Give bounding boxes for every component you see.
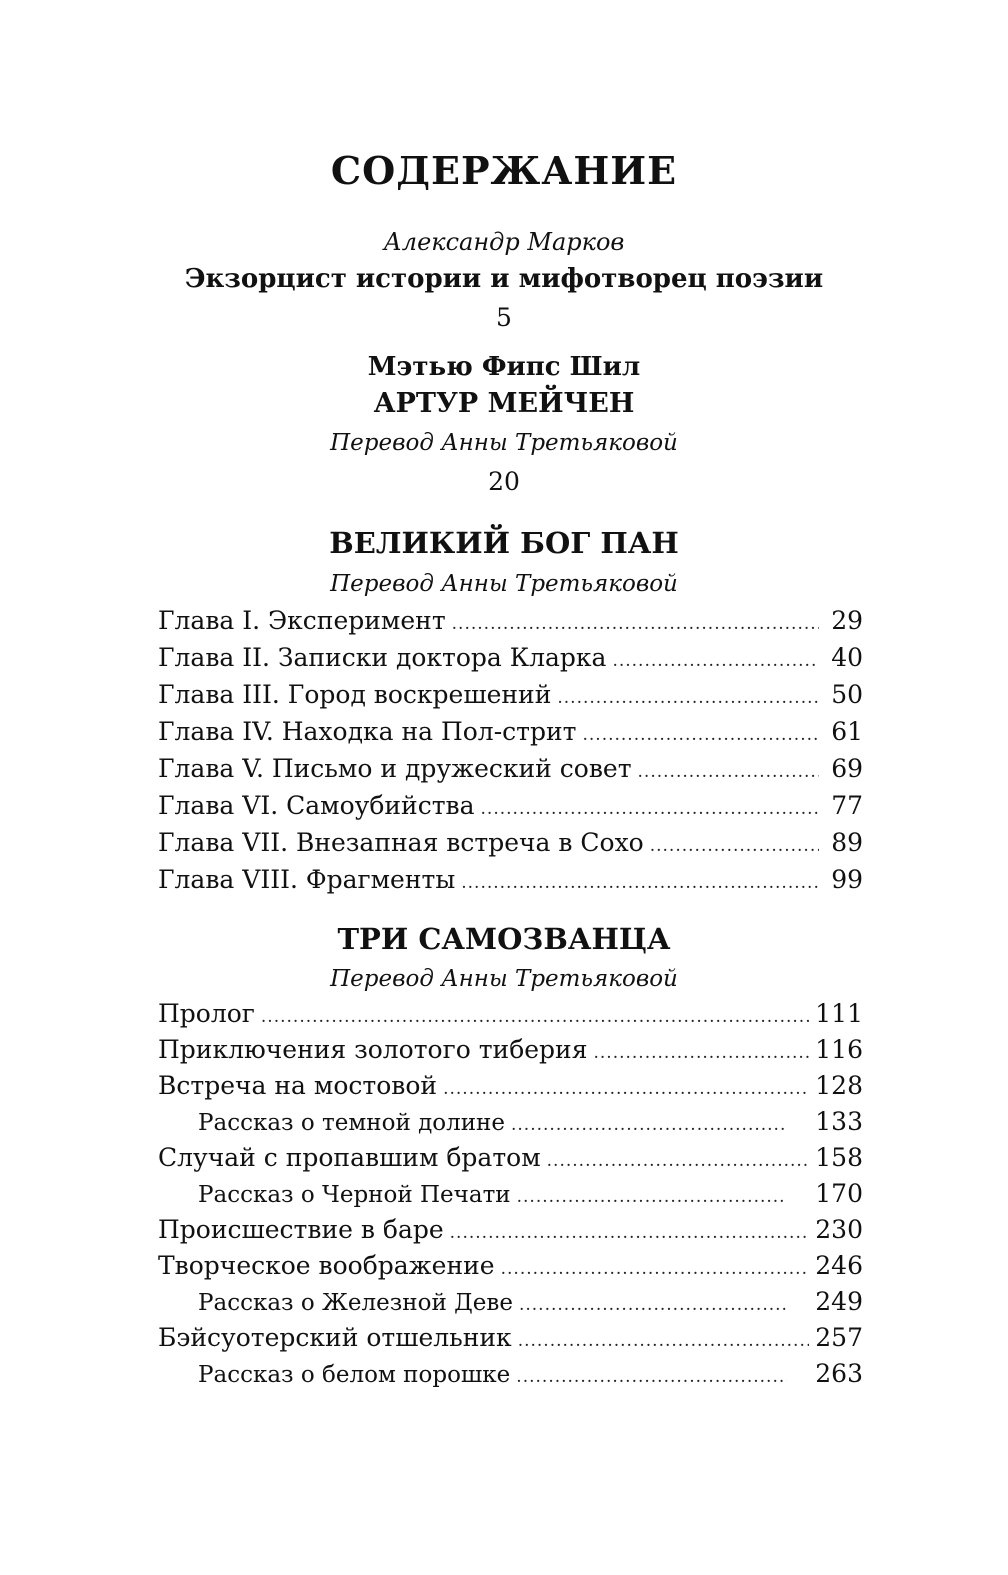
toc-entry-label: Глава II. Записки доктора Кларка [158,643,607,672]
toc-entry-label: Глава III. Город воскрешений [158,680,552,709]
dot-leader [582,717,819,754]
toc-entry-page: 29 [831,606,863,635]
toc-entry-label: Бэйсуотерский отшельник [158,1323,512,1352]
dot-leader [443,1071,809,1107]
dot-leader [481,791,819,828]
toc-entry-label: Приключения золотого тиберия [158,1035,588,1064]
toc-entry-page: 257 [815,1323,863,1352]
section2-translator: Перевод Анны Третьяковой [330,966,678,992]
essay2-page-number: 20 [488,467,520,496]
toc-entry[interactable] [158,1032,863,1068]
toc-entry[interactable] [158,602,863,639]
toc-entry-label: Рассказ о белом порошке [198,1362,511,1388]
intro-page-number: 5 [496,303,512,332]
toc-entry[interactable] [158,676,863,713]
dot-leader [511,1107,787,1143]
essay2-title: АРТУР МЕЙЧЕН [373,388,635,419]
toc-entry-page: 263 [815,1359,863,1388]
toc-entry[interactable] [158,750,863,787]
dot-leader [638,754,819,791]
essay2-author: Мэтью Фипс Шил [367,352,641,382]
toc-entry-label: Рассказ о темной долине [198,1110,505,1136]
dot-leader [518,1323,810,1359]
toc-entry-page: 246 [815,1251,863,1280]
dot-leader [612,643,819,680]
section1-translator: Перевод Анны Третьяковой [330,571,678,597]
toc-entry-page: 89 [831,828,863,857]
toc-entry-label: Глава V. Письмо и дружеский совет [158,754,632,783]
intro-author: Александр Марков [383,228,625,256]
toc-entry-page: 128 [815,1071,863,1100]
toc-subentry[interactable] [158,1176,863,1212]
dot-leader [517,1179,788,1215]
toc-entry-page: 230 [815,1215,863,1244]
toc-entry[interactable] [158,1068,863,1104]
toc-entry-page: 69 [831,754,863,783]
toc-entry-label: Творческое воображение [158,1251,495,1280]
toc-entry[interactable] [158,861,863,898]
toc-subentry[interactable] [158,1104,863,1140]
dot-leader [516,1359,787,1395]
toc-entry[interactable] [158,1320,863,1356]
toc-entry-label: Случай с пропавшим братом [158,1143,541,1172]
toc-entry-label: Рассказ о Железной Деве [198,1290,513,1316]
dot-leader [547,1143,810,1179]
toc-entry-page: 40 [831,643,863,672]
page-title: СОДЕРЖАНИЕ [330,148,678,193]
dot-leader [261,999,809,1035]
toc-subentry[interactable] [158,1356,863,1392]
dot-leader [461,865,819,902]
intro-essay-title: Экзорцист истории и мифотворец поэзии [184,264,824,294]
toc-entry-label: Глава VII. Внезапная встреча в Сохо [158,828,644,857]
toc-entry-label: Глава I. Эксперимент [158,606,446,635]
section1-title: ВЕЛИКИЙ БОГ ПАН [329,526,679,560]
essay2-translator: Перевод Анны Третьяковой [330,430,678,456]
toc-entry[interactable] [158,713,863,750]
dot-leader [501,1251,810,1287]
dot-leader [593,1035,809,1071]
toc-entry-page: 50 [831,680,863,709]
dot-leader [650,828,819,865]
dot-leader [557,680,819,717]
toc-entry[interactable] [158,1140,863,1176]
toc-entry-page: 77 [831,791,863,820]
toc-entry[interactable] [158,787,863,824]
toc-entry-label: Глава VI. Самоубийства [158,791,475,820]
toc-subentry[interactable] [158,1284,863,1320]
dot-leader [519,1287,787,1323]
toc-entry-label: Рассказ о Черной Печати [198,1182,511,1208]
toc-entry[interactable] [158,1248,863,1284]
section2-title: ТРИ САМОЗВАНЦА [337,922,671,956]
toc-entry-label: Пролог [158,999,255,1028]
dot-leader [452,606,819,643]
toc-entry-label: Глава IV. Находка на Пол-стрит [158,717,577,746]
toc-entry-page: 116 [815,1035,863,1064]
section1-toc [158,602,863,898]
toc-entry-page: 158 [815,1143,863,1172]
toc-entry-page: 61 [831,717,863,746]
toc-entry-label: Глава VIII. Фрагменты [158,865,456,894]
toc-entry-page: 249 [815,1287,863,1316]
toc-entry[interactable] [158,639,863,676]
toc-entry-page: 170 [815,1179,863,1208]
toc-entry[interactable] [158,824,863,861]
toc-entry-page: 99 [831,865,863,894]
toc-entry-label: Происшествие в баре [158,1215,444,1244]
toc-entry-page: 133 [815,1107,863,1136]
section2-toc [158,996,863,1392]
toc-entry[interactable] [158,996,863,1032]
toc-entry-page: 111 [815,999,863,1028]
dot-leader [450,1215,810,1251]
toc-entry[interactable] [158,1212,863,1248]
toc-entry-label: Встреча на мостовой [158,1071,438,1100]
